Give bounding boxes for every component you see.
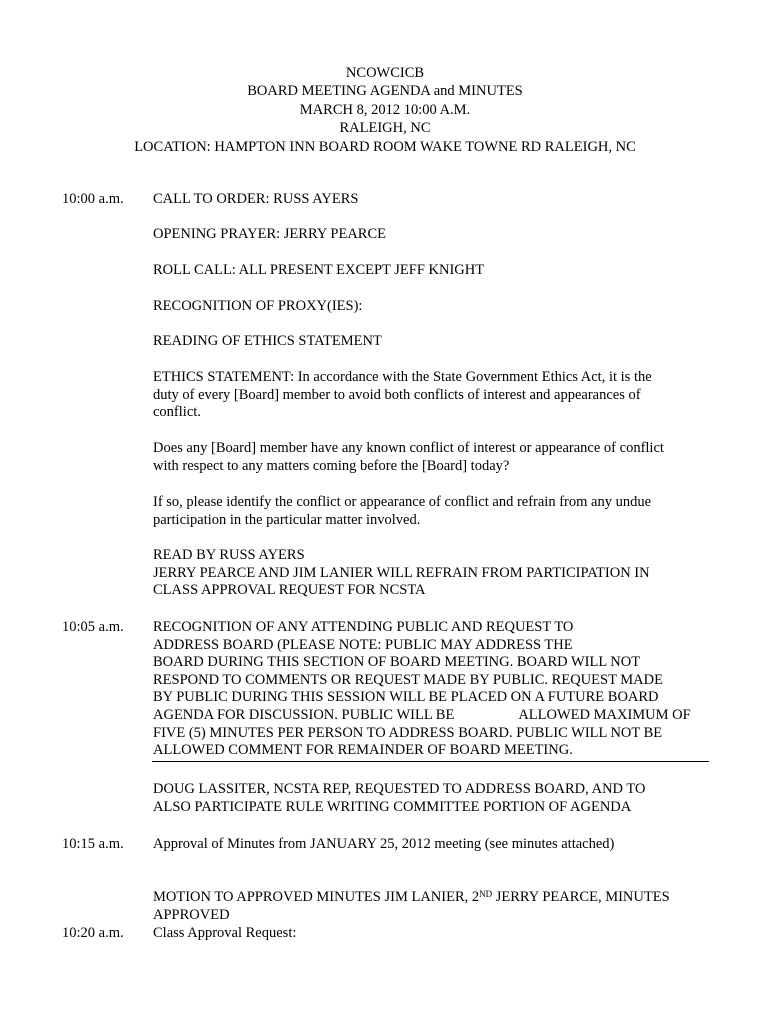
motion-approve-minutes: MOTION TO APPROVED MINUTES JIM LANIER, 2ND JERRY PEARCE, MINUTES APPROVED bbox=[153, 889, 670, 923]
doug-lassiter-request: DOUG LASSITER, NCSTA REP, REQUESTED TO ADDRESS BOARD, AND TO ALSO PARTICIPATE RULE WRITING COMMITTEE PORTION OF AGENDA bbox=[153, 781, 646, 815]
document-title: BOARD MEETING AGENDA and MINUTES bbox=[247, 83, 523, 100]
conflict-question: Does any [Board] member have any known conflict of interest or appearance of conflict with respect to any matters coming before the [Board] today? bbox=[153, 440, 664, 474]
call-to-order: CALL TO ORDER: RUSS AYERS bbox=[153, 191, 359, 207]
public-recognition: RECOGNITION OF ANY ATTENDING PUBLIC AND REQUEST TO ADDRESS BOARD (PLEASE NOTE: PUBLIC MAY ADDRESS THE BOARD DURING THIS SECTION OF BOARD MEETING. BOARD WILL NOT RESPOND TO COMMENTS OR REQUEST MADE BY PUBLIC. REQUEST MADE BY PUBLIC DURING THIS SESSION WILL BE PLACED ON A FUTURE BOARD AGENDA FOR DISCUSSION. PUBLIC WILL BE ALLOWED MAXIMUM OF FIVE (5) MINUTES PER PERSON TO ADDRESS BOARD. PUBLIC WILL NOT BE ALLOWED COMMENT FOR REMAINDER OF BOARD MEETING. bbox=[153, 619, 691, 759]
roll-call: ROLL CALL: ALL PRESENT EXCEPT JEFF KNIGHT bbox=[153, 262, 485, 278]
read-by: READ BY RUSS AYERS JERRY PEARCE AND JIM LANIER WILL REFRAIN FROM PARTICIPATION IN CLASS APPROVAL REQUEST FOR NCSTA bbox=[153, 547, 650, 599]
opening-prayer: OPENING PRAYER: JERRY PEARCE bbox=[153, 226, 386, 242]
meeting-location: LOCATION: HAMPTON INN BOARD ROOM WAKE TOWNE RD RALEIGH, NC bbox=[134, 138, 636, 155]
section-divider bbox=[152, 761, 709, 762]
reading-ethics: READING OF ETHICS STATEMENT bbox=[153, 333, 382, 349]
proxy-recognition: RECOGNITION OF PROXY(IES): bbox=[153, 298, 363, 314]
time-1000: 10:00 a.m. bbox=[62, 191, 124, 207]
time-1005: 10:05 a.m. bbox=[62, 619, 124, 635]
org-name: NCOWCICB bbox=[345, 65, 425, 81]
meeting-date: MARCH 8, 2012 10:00 A.M. bbox=[299, 101, 471, 118]
class-approval-request: Class Approval Request: bbox=[153, 925, 297, 941]
meeting-city: RALEIGH, NC bbox=[339, 120, 431, 137]
ethics-statement: ETHICS STATEMENT: In accordance with the State Government Ethics Act, it is the duty of every [Board] member to avoid both conflicts of interest and appearances of conflict. bbox=[153, 369, 652, 421]
time-1020: 10:20 a.m. bbox=[62, 925, 124, 941]
identify-conflict: If so, please identify the conflict or appearance of conflict and refrain from any undue participation in the particular matter involved. bbox=[153, 494, 652, 528]
approval-of-minutes: Approval of Minutes from JANUARY 25, 2012 meeting (see minutes attached) bbox=[153, 836, 615, 852]
document-header bbox=[0, 64, 770, 156]
time-1015: 10:15 a.m. bbox=[62, 836, 124, 852]
